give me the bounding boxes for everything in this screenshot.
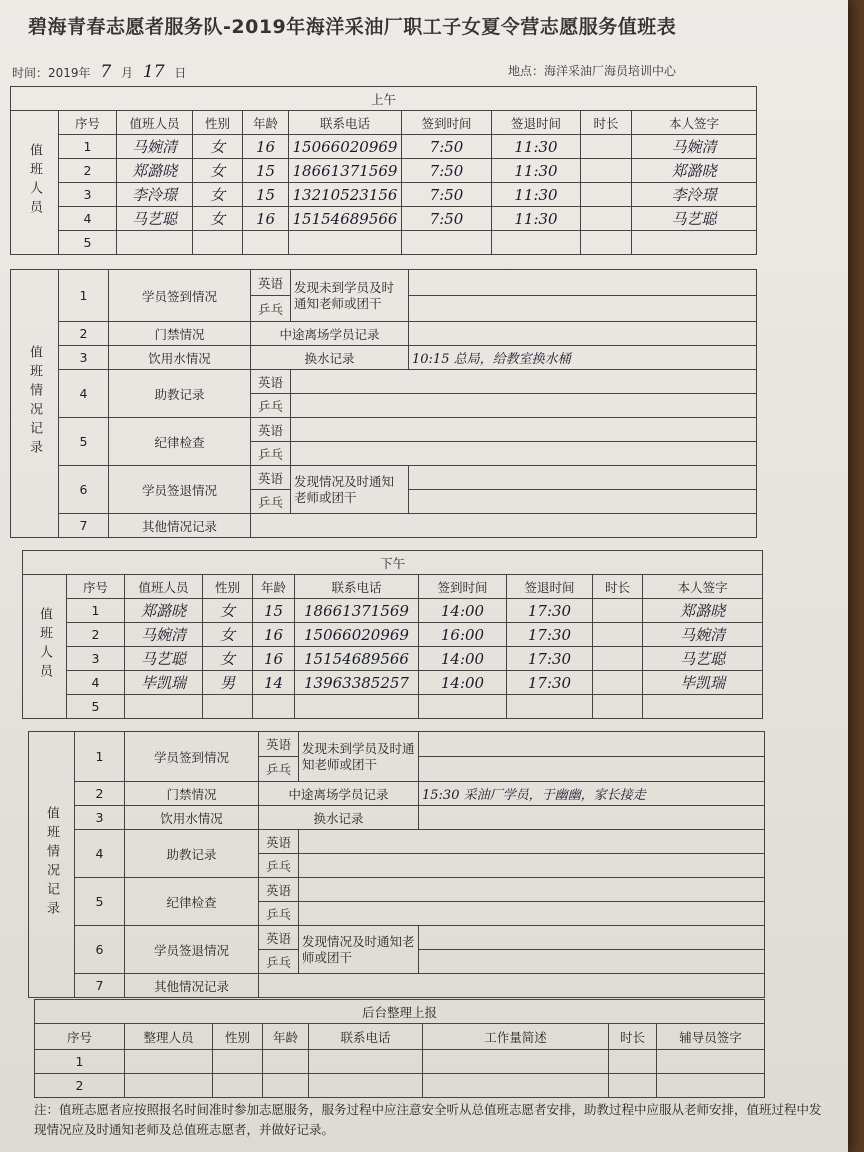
col-phone: 联系电话 (289, 111, 402, 135)
col-name: 值班人员 (117, 111, 193, 135)
backstage-header: 后台整理上报 (35, 1000, 765, 1024)
date-line: 时间：2019年 7 月 17 日 (12, 62, 187, 82)
table-row: 1 马婉清 女 16 15066020969 7:50 11:30 马婉清 (11, 135, 757, 159)
signature: 马婉清 (632, 135, 757, 159)
location-line: 地点：海洋采油厂海员培训中心 (508, 64, 677, 78)
morning-section (10, 86, 757, 255)
afternoon-records: 值班情况记录 1 学员签到情况 英语 发现未到学员及时通知老师或团干 乒乓 2 门禁情况 中途离场学员记录 15:30 采油厂学员，于幽幽，家长接走 3 饮用水情况 换水记录 4 助教记录 英语 乒乓 5 纪律检查 英语 乒乓 6 学员签退情况 英语 发现情况及时通知老师或团干 乒乓 7 其他情况记录 (28, 731, 765, 998)
col-in: 签到时间 (402, 111, 492, 135)
col-age: 年龄 (243, 111, 289, 135)
backstage-section: 后台整理上报 序号 整理人员 性别 年龄 联系电话 工作量简述 时长 辅导员签字 1 2 (34, 999, 765, 1098)
table-row: 3 李泠璟 女 15 13210523156 7:50 11:30 李泠璟 (11, 183, 757, 207)
date-month: 7 (100, 62, 112, 82)
table-row: 4 马艺聪 女 16 15154689566 7:50 11:30 马艺聪 (11, 207, 757, 231)
signature: 郑潞晓 (632, 159, 757, 183)
afternoon-header: 下午 (23, 551, 763, 575)
table-row: 3 马艺聪 女 16 15154689566 14:00 17:30 马艺聪 (23, 647, 763, 671)
table-row: 5 (11, 231, 757, 255)
signature: 毕凯瑞 (643, 671, 763, 695)
morning-records-label: 值班情况记录 (11, 270, 59, 538)
table-row: 2 郑潞晓 女 15 18661371569 7:50 11:30 郑潞晓 (11, 159, 757, 183)
morning-header: 上午 (11, 87, 757, 111)
afternoon-section: 下午 值班人员 序号 值班人员 性别 年龄 联系电话 签到时间 签退时间 时长 本人签字 1 郑潞晓 女 15 18661371569 14:00 17:30 郑潞晓 2 马婉清 女 16 15066020969 16:00 17:30 马婉清 3 马艺聪 女 16 15154689566 14:00 17:30 马艺聪 4 毕凯瑞 男 14 13963385257 14:00 17:30 毕凯瑞 5 (22, 550, 763, 719)
signature: 李泠璟 (632, 183, 757, 207)
signature: 郑潞晓 (643, 599, 763, 623)
col-duration: 时长 (581, 111, 632, 135)
col-gender: 性别 (193, 111, 243, 135)
afternoon-records-label: 值班情况记录 (29, 732, 75, 998)
signature: 马艺聪 (643, 647, 763, 671)
sheet-title: 碧海青春志愿者服务队-2019年海洋采油厂职工子女夏令营志愿服务值班表 (28, 16, 677, 38)
col-sign: 本人签字 (632, 111, 757, 135)
table-row: 4 毕凯瑞 男 14 13963385257 14:00 17:30 毕凯瑞 (23, 671, 763, 695)
table-row: 2 马婉清 女 16 15066020969 16:00 17:30 马婉清 (23, 623, 763, 647)
table-row: 1 郑潞晓 女 15 18661371569 14:00 17:30 郑潞晓 (23, 599, 763, 623)
signature: 马艺聪 (632, 207, 757, 231)
footnote: 注：值班志愿者应按照报名时间准时参加志愿服务，服务过程中应注意安全听从总值班志愿者安排，助教过程中应服从老师安排，值班过程中发现情况应及时通知老师及总值班志愿者，并做好记录。 (34, 1102, 822, 1137)
col-no: 序号 (59, 111, 117, 135)
morning-records: 值班情况记录 1 学员签到情况 英语 发现未到学员及时通知老师或团干 乒乓 2 门禁情况 中途离场学员记录 3 饮用水情况 换水记录 10:15 总局，给教室换水桶 4 助教记录 英语 乒乓 5 纪律检查 英语 乒乓 6 学员签退情况 英语 发现情况及时通知老师或团干 乒乓 7 其他情况记录 (10, 269, 757, 538)
signature: 马婉清 (643, 623, 763, 647)
col-out: 签退时间 (492, 111, 581, 135)
table-row: 1 (35, 1050, 765, 1074)
water-note: 10:15 总局，给教室换水桶 (409, 346, 757, 370)
gate-note: 15:30 采油厂学员，于幽幽，家长接走 (419, 782, 765, 806)
afternoon-duty-people-label: 值班人员 (23, 575, 67, 719)
table-row: 2 (35, 1074, 765, 1098)
date-day: 17 (142, 62, 165, 82)
table-row: 5 (23, 695, 763, 719)
morning-duty-people-label: 值班人员 (11, 111, 59, 255)
